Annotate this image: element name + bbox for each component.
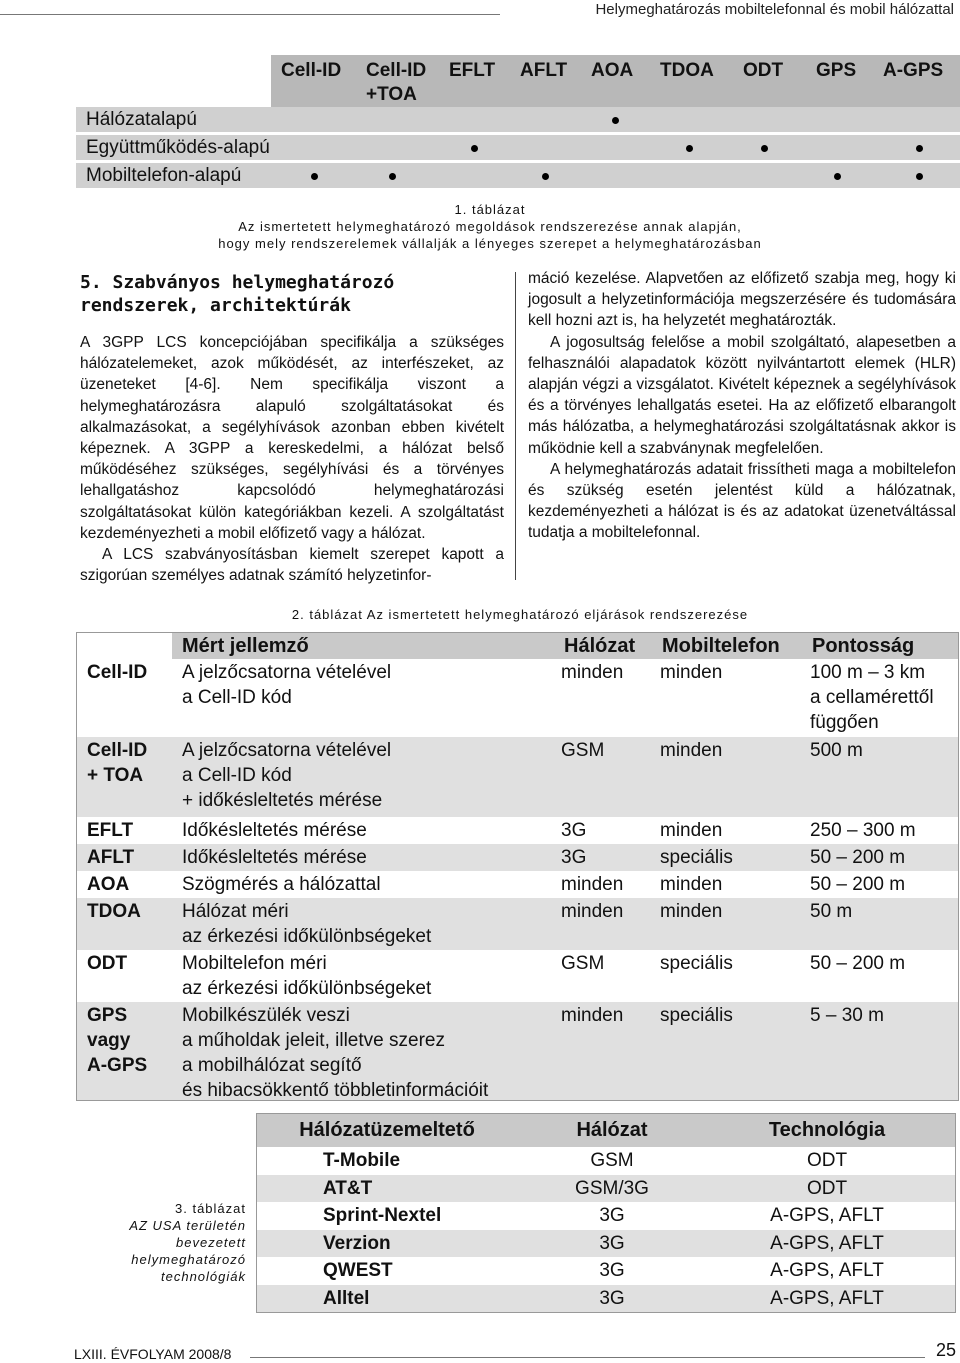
t3-cell-network: 3G bbox=[599, 1205, 625, 1226]
t1-col-aoa: AOA bbox=[591, 60, 634, 81]
t1-col-eflt: EFLT bbox=[449, 60, 496, 81]
bullet-mark bbox=[471, 145, 478, 152]
t3-cell-technology: A-GPS, AFLT bbox=[770, 1205, 884, 1226]
t2-cell-method: AFLT bbox=[87, 847, 135, 868]
table-3-caption bbox=[96, 1200, 246, 1285]
paragraph: A 3GPP LCS koncepciójában specifikálja a szükséges hálózatelemeket, azok működését, az interfészeket, az üzeneteket [4-6]. Nem specifikálja viszont a helymeghatározásra alapuló szolgáltatásokat és alkalmazásokat, a segélyhívások azonban ebben kivételt képeznek. A 3GPP a kereskedelmi, a hálózat belső működéséhez szükséges, segélyhívási és a törvényes lehallgatáshoz kapcsolódó helymeghatározási szolgáltatásokat külön kategóriákban kezeli. A szolgáltatást kezdeményezheti a mobil előfizető vagy a hálózat. bbox=[80, 334, 504, 542]
t3-cell-operator: Verzion bbox=[323, 1232, 391, 1254]
table-3-caption-line: bevezetett bbox=[176, 1235, 246, 1250]
t2-cell-method: ODT bbox=[87, 953, 128, 974]
running-head-title: Helymeghatározás mobiltelefonnal és mobil hálózattal bbox=[595, 1, 954, 18]
t2-cell-network: GSM bbox=[561, 740, 605, 761]
page-footer bbox=[0, 1336, 960, 1363]
t2-cell-measured: Időkésleltetés mérése bbox=[182, 820, 367, 841]
t2-cell-measured: Mobiltelefon méri az érkezési időkülönbségeket bbox=[182, 953, 432, 999]
t2-cell-mobile: minden bbox=[660, 740, 723, 761]
t2-cell-mobile: speciális bbox=[660, 953, 733, 974]
t3-cell-technology: A-GPS, AFLT bbox=[770, 1232, 884, 1254]
t2-cell-accuracy: 50 – 200 m bbox=[810, 874, 906, 895]
table-row bbox=[77, 817, 958, 844]
t1-col-tdoa: TDOA bbox=[660, 60, 714, 81]
t2-header-accuracy: Pontosság bbox=[812, 635, 915, 657]
column-divider bbox=[515, 272, 516, 580]
t2-header-measured: Mért jellemző bbox=[182, 635, 309, 657]
t2-cell-method: Cell-ID bbox=[87, 662, 148, 683]
t1-col-cellid: Cell-ID bbox=[281, 60, 342, 81]
t2-cell-network: minden bbox=[561, 662, 624, 683]
t2-cell-measured: Időkésleltetés mérése bbox=[182, 847, 367, 868]
running-head bbox=[0, 0, 960, 24]
t2-cell-network: 3G bbox=[561, 820, 587, 841]
section-title: 5. Szabványos helymeghatározó rendszerek, architektúrák bbox=[80, 272, 395, 316]
t2-cell-accuracy: 50 m bbox=[810, 901, 853, 922]
t3-cell-operator: Sprint-Nextel bbox=[323, 1205, 442, 1226]
table-2-header bbox=[172, 633, 958, 659]
paragraph: A helymeghatározás adatait frissítheti maga a mobiltelefon és szükség esetén jelentést küld a hálózatnak, kezdeményezheti a hálózat is és az adatokat üzenetváltással tudatja a mobiltelefonnal. bbox=[528, 460, 956, 542]
volume-label: LXIII. ÉVFOLYAM 2008/8 bbox=[74, 1346, 232, 1362]
t2-cell-method: EFLT bbox=[87, 820, 134, 841]
header-rule bbox=[0, 14, 500, 15]
table-3-caption-line: helymeghatározó bbox=[131, 1252, 246, 1267]
t3-cell-network: GSM/3G bbox=[575, 1177, 649, 1199]
table-2 bbox=[76, 632, 959, 1101]
bullet-mark bbox=[686, 145, 693, 152]
t2-cell-accuracy: 500 m bbox=[810, 740, 863, 761]
t3-cell-operator: QWEST bbox=[323, 1260, 393, 1281]
t3-cell-network: 3G bbox=[599, 1260, 625, 1281]
t3-header-network: Hálózat bbox=[576, 1119, 648, 1141]
table-row bbox=[257, 1175, 955, 1202]
t2-cell-method: GPS vagy A-GPS bbox=[87, 1005, 148, 1076]
t1-row-1 bbox=[76, 135, 960, 162]
t2-cell-network: minden bbox=[561, 1005, 624, 1026]
right-column bbox=[528, 268, 956, 544]
table-1-caption-line: hogy mely rendszerelemek vállalják a lényeges szerepet a helymeghatározásban bbox=[218, 236, 762, 251]
table-1-header bbox=[271, 55, 960, 110]
table-row bbox=[77, 659, 958, 737]
t2-cell-measured: A jelzőcsatorna vételével a Cell-ID kód + időkésleltetés mérése bbox=[182, 740, 392, 811]
t1-col-cellid-toa: Cell-ID +TOA bbox=[366, 60, 427, 105]
t2-header-mobile: Mobiltelefon bbox=[662, 635, 780, 657]
t3-cell-network: 3G bbox=[599, 1232, 625, 1254]
paragraph: A LCS szabványosításban kiemelt szerepet kapott a szigorúan személyes adatnak számító helyzetinfor- bbox=[80, 546, 504, 585]
table-3 bbox=[256, 1113, 956, 1313]
t2-cell-accuracy: 100 m – 3 km a cellamérettől függően bbox=[810, 662, 934, 733]
t2-cell-mobile: speciális bbox=[660, 1005, 733, 1026]
t3-cell-technology: ODT bbox=[806, 1150, 848, 1171]
table-row bbox=[77, 871, 958, 898]
t2-cell-measured: Hálózat méri az érkezési időkülönbségeket bbox=[182, 901, 432, 947]
bullet-mark bbox=[542, 173, 549, 180]
t3-cell-network: GSM bbox=[590, 1150, 634, 1171]
bullet-mark bbox=[612, 117, 619, 124]
bullet-mark bbox=[916, 145, 923, 152]
t2-cell-measured: A jelzőcsatorna vételével a Cell-ID kód bbox=[182, 662, 392, 708]
table-2-caption: 2. táblázat Az ismertetett helymeghatározó eljárások rendszerezése bbox=[291, 607, 749, 622]
bullet-mark bbox=[311, 173, 318, 180]
table-1-caption-number: 1. táblázat bbox=[454, 202, 526, 217]
bullet-mark bbox=[834, 173, 841, 180]
t2-cell-network: GSM bbox=[561, 953, 605, 974]
t3-cell-operator: Alltel bbox=[323, 1287, 370, 1309]
t1-row-label: Hálózatalapú bbox=[86, 109, 197, 130]
t2-cell-network: minden bbox=[561, 901, 624, 922]
table-3-caption-line: technológiák bbox=[161, 1269, 246, 1284]
bullet-mark bbox=[916, 173, 923, 180]
table-row bbox=[77, 898, 958, 950]
t3-cell-technology: ODT bbox=[806, 1177, 848, 1199]
t2-cell-mobile: minden bbox=[660, 874, 723, 895]
t3-cell-operator: T-Mobile bbox=[323, 1150, 401, 1171]
table-row bbox=[77, 1002, 958, 1100]
t2-cell-mobile: speciális bbox=[660, 847, 733, 868]
t1-row-2 bbox=[76, 163, 960, 190]
t2-cell-method: Cell-ID + TOA bbox=[87, 740, 148, 786]
t2-cell-accuracy: 50 – 200 m bbox=[810, 847, 906, 868]
bullet-mark bbox=[389, 173, 396, 180]
t1-col-odt: ODT bbox=[743, 60, 784, 81]
t2-cell-accuracy: 50 – 200 m bbox=[810, 953, 906, 974]
t1-col-gps: GPS bbox=[816, 60, 857, 81]
table-3-header bbox=[257, 1114, 955, 1147]
t3-cell-technology: A-GPS, AFLT bbox=[770, 1260, 884, 1281]
page-number: 25 bbox=[935, 1340, 956, 1360]
table-1 bbox=[76, 55, 960, 190]
paragraph: A jogosultság felelőse a mobil szolgáltató, alapesetben a felhasználói alapadatok között nyilvántartott elemek (HLR) alapján végzi a vizsgálatot. Kivételt képeznek a segélyhívások és a törvényes lehallgatás esetei. Ha az előfizető elbarangolt más hálózatba, a helymeghatározási szolgáltatásnak akkor is működnie kell a szabványnak megfelelően. bbox=[528, 333, 956, 457]
t2-cell-mobile: minden bbox=[660, 820, 723, 841]
table-row bbox=[257, 1257, 955, 1284]
paragraph: máció kezelése. Alapvetően az előfizető szabja meg, hogy ki jogosult a helyzetinformációja megszerzésére és tudomására kell hozni azt is, ha helyzetét meghatározták. bbox=[528, 270, 956, 330]
t2-cell-method: TDOA bbox=[87, 901, 141, 922]
t2-cell-method: AOA bbox=[87, 874, 130, 895]
t2-cell-accuracy: 5 – 30 m bbox=[810, 1005, 884, 1026]
t2-cell-mobile: minden bbox=[660, 662, 723, 683]
t2-cell-network: minden bbox=[561, 874, 624, 895]
t1-col-aflt: AFLT bbox=[520, 60, 568, 81]
t3-header-operator: Hálózatüzemeltető bbox=[299, 1119, 475, 1141]
t3-cell-operator: AT&T bbox=[323, 1177, 373, 1199]
footer-rule bbox=[250, 1357, 925, 1358]
left-column bbox=[80, 332, 504, 586]
table-3-caption-number: 3. táblázat bbox=[175, 1201, 246, 1216]
table-row bbox=[257, 1147, 955, 1174]
table-1-caption bbox=[100, 201, 880, 252]
t2-cell-accuracy: 250 – 300 m bbox=[810, 820, 916, 841]
table-1-caption-line: Az ismertetett helymeghatározó megoldások rendszerezése annak alapján, bbox=[238, 219, 742, 234]
table-row bbox=[77, 950, 958, 1002]
table-row bbox=[257, 1230, 955, 1257]
t2-cell-measured: Szögmérés a hálózattal bbox=[182, 874, 381, 895]
table-row bbox=[77, 844, 958, 871]
t2-cell-network: 3G bbox=[561, 847, 587, 868]
t1-row-label: Mobiltelefon-alapú bbox=[86, 165, 242, 186]
table-row bbox=[257, 1285, 955, 1312]
bullet-mark bbox=[761, 145, 768, 152]
t2-header-network: Hálózat bbox=[564, 635, 636, 657]
table-3-caption-line: AZ USA területén bbox=[129, 1218, 246, 1233]
t3-cell-technology: A-GPS, AFLT bbox=[770, 1287, 884, 1309]
t2-cell-mobile: minden bbox=[660, 901, 723, 922]
t1-row-0 bbox=[76, 107, 960, 134]
t1-row-label: Együttműködés-alapú bbox=[86, 137, 270, 158]
t3-header-technology: Technológia bbox=[768, 1119, 886, 1141]
t2-cell-measured: Mobilkészülék veszi a műholdak jeleit, illetve szerez a mobilhálózat segítő és hibacsökkentő többletinformációit bbox=[182, 1005, 489, 1101]
table-row bbox=[77, 737, 958, 817]
t3-cell-network: 3G bbox=[599, 1287, 625, 1309]
table-row bbox=[257, 1202, 955, 1229]
t1-col-agps: A-GPS bbox=[883, 60, 944, 81]
